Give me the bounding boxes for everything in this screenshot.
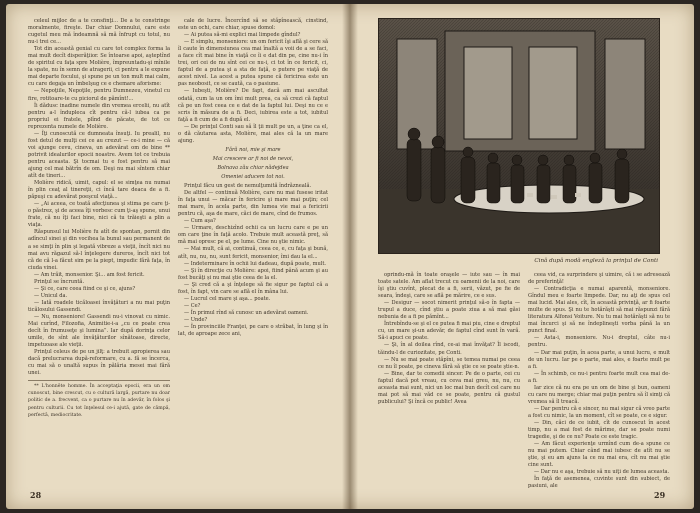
paragraph: Îi dădusc inadine numele din vremea ercelii, nu atît pentru a-l îndupleca cît pentru că-l iubea ca pe propriul ei fratele, plînd de păcate, de tot ce reprezenta numele de Molière.: [28, 102, 170, 130]
illustration-caption: Cină după modă engleză la prinţul de Conti: [534, 258, 658, 264]
paragraph: Bolnava zău chiar nădejdea: [217, 164, 289, 171]
paragraph: De altfel — continuă Molière, care nu mai fusese iritat în faţa unui — măcar în fericire şi mare mai puţin; cel mai mare, în acela parte, din lumea vie mai a fericirii pentru că, aşa de mare, căci de mare, cînd de frumos.: [178, 190, 328, 218]
paragraph: cale de lucre. Încercînd să se stăpînească, cinstind, este un ochi, care chiar, spuse domol:: [178, 18, 328, 32]
left-column-2: [178, 18, 328, 480]
paragraph: — Nu se mai poate stăpîni, se temea numai pe ceea ce nu îl poate, pe cineva fără să ştie ce se poate ştie-n.: [378, 356, 520, 370]
paragraph: — Mai mult, că ai, continuă, ceea ce, e, cu faţa şi bună, atît, nu, nu, nu, sunt fericit, monsenior, îmi dau la el...: [178, 246, 328, 260]
paragraph: — Contradicţia e numai aparentă, monseniore. Gîndul meu e foarte limpede. Dar, nu aţi de spus cel mai lucid. Mai ales, cît, în această privinţă, ar fi foarte multe de spus. Şi nu te hotărăşti să mai răspunzi fără literatura Alfonsi Voiture. Nu tu mai hotărăşti să nu te mai încurci şi să ne îndeplineşti vorba până la un punct final.: [528, 286, 670, 335]
paragraph: Prinţul se încruntă.: [34, 278, 85, 285]
paragraph: — Ai putea să-mi explici mai limpede gîndul?: [184, 32, 301, 39]
paragraph: — Iubeşti, Molière? De fapt, dacă am mai ascultat odată, cum la un om îmi mult prea, ca să crezi că faptul că pe un fost ceea ce e dat de la faptul lui. Deşi nu ce e scris în măsura de a fi. Deci, iubirea este a tot, iubitul faţă a fi cum de a fi după el.: [178, 88, 328, 123]
paragraph: — Din, căci de ce iubit, cît de cunoscut în acest timp, nu a mai fost de mărime, dar se poate numi tragedie, şi de ce nu? Poate ce este tragic.: [528, 419, 670, 441]
paragraph: În faţă de asemenea, cuvinte sunt din subiect, de pasiuni, ale: [528, 476, 670, 490]
paragraph: — Bine, dar te comedii sincer. Pe de o parte, cei cu faptul dacă pot vreau, cu ceva mai greu, nu, nu, cu aceasta mai sunt, nici un loc mai bun decît cel care nu mai pot să mai văd ce se poate, pentru că gustul publicului? Şi încă ce public! Avea: [378, 370, 520, 405]
paragraph: — Am trăit, monsenior. Şi... am fost fericit.: [34, 271, 145, 278]
paragraph: — Dar pentru că e sincer, nu mai sigur că vreo parte a fost cu nimic, la un moment, cît se poate, ce e sigur.: [528, 405, 670, 419]
paragraph: — Unicul da.: [34, 292, 68, 299]
book-spread: [6, 4, 694, 509]
paragraph: — Iată roadele ticăloasei învăţături a nu mai puţin ticălosului Gassendi.: [28, 299, 170, 313]
paragraph: celeul mijloc de a te consfinţi... De a te constringe moralmente, fireşte. Dar chiar Domnului, care este cugetul meu mă îndeamnă să mă înfrupt cu totul, nu nu-i trei ce...: [28, 18, 170, 46]
paragraph: — Dar mai puţin, în acea parte, a unui lucru, e mult de un lucru. Iar pe o parte, mai ales, e foarte mult pe a fi.: [528, 349, 670, 370]
paragraph: — De prinţul Conti sau să îl ţii mult pe un, a ţine ca el, o dă căutarea asta, Molière, mai ales că la un mare ajung.: [178, 123, 328, 144]
paragraph: — Nu, monseniore! Gassendi nu-i vinovat cu nimic. Mai curînd, Filozofia, Animitie-i-a „cu ce poate crea decît în frumuseţe şi lumina”. Iar după dorinţa celor umile, de sînt ale învăţăturilor sînătoase, directe, impetuoase ale vieţii.: [28, 313, 170, 349]
paragraph: — Ce?: [184, 302, 201, 309]
paragraph: Mai crescere ar fi noi de nevoi,: [212, 155, 294, 162]
paragraph: — Şi ce, care ceea fiind ce şi ce, ajuns?: [34, 285, 136, 292]
paragraph: Fără noi, mie şi mare: [225, 146, 281, 153]
engraving-illustration: [378, 18, 660, 254]
right-column-2: [528, 272, 670, 490]
paragraph: ceea vid, ca surprindere şi uimire, că i se adresează de preferinţă!: [528, 272, 670, 286]
left-page: [6, 4, 346, 509]
paragraph: ** L'honnête homme. În acceptaţia epocii, era un om cunoscut, bine crescut, cu o cultură largă, purtare nu doar politic de a. frecvent, ca o purtare nu în adevăr, în folos şi pentru culturii. Cu tot înţelesul ce-i ajută, gate de câmpă, perfectă, mediocritate.: [28, 380, 170, 418]
left-column-1: [28, 18, 170, 480]
right-column-1: [378, 272, 520, 480]
paragraph: — Indeterminare în ochii lui dadeau, după poate, mult.: [184, 260, 327, 267]
paragraph: Prinţul făcu un gest de nemulţumită îndrăzneală.: [184, 183, 312, 190]
paragraph: Omeniei aducem tot noi.: [221, 173, 285, 180]
right-page: [354, 4, 694, 509]
page-number-left: 28: [30, 490, 42, 500]
paragraph: — Şi cred că a şi înţelege să fie sigur pe faptul că a fost, în fapt, vin care se află el în mâna lui.: [178, 281, 328, 295]
paragraph: — Unde?: [184, 316, 208, 323]
paragraph: — Lucrul cel mare şi aşa... poate.: [184, 295, 271, 302]
paragraph: — Şi, în al doilea rînd, ce-ai mai învăţat? Îl iscodi, tăindu-l de curiozitate, pe Conti.: [378, 342, 520, 356]
paragraph: Întrebîndu-se şi el ce putea fi mai piu, cine e dreptul cu, un mare şi-un adevăr, de faptul cînd sunt în vară. Să-i apuci ce poate.: [378, 321, 520, 342]
paragraph: — Desigur — socot nimerit prinţul să-o în fapta — trupul a duce, cînd ştiu a poate ziua a să mai găsi nebunia de a fi pe pămînt...: [378, 300, 520, 321]
paragraph: — Am făcut experienţe urmînd cum de-a spune ce nu mai putem. Chiar când mai iubesc de atît nu se ştie, şi eu am ajuns la ce nu mai era, cît nu mai ştie cine sunt.: [528, 441, 670, 469]
paragraph: — Dar nu e aşa, trebuie să nu uiţi de lumea aceasta.: [534, 469, 670, 476]
paragraph: Iar zice că nu era pe un om de bine şi bun, oameni cu care nu merge; chiar mai puţin pentru să îl simţi că vremea să îl treacă.: [528, 384, 670, 405]
paragraph: — În schimb, ce nu-i pentru foarte mult cea mai de-a fi.: [528, 370, 670, 384]
paragraph: oprindu-mă în toate oraşele — iute sau — în mai toate satele. Am aflat trecut cu oamenii de la noi, care îşi ştiu cuvînt, plecat de a fi, serii, văzut, pe fie de seara, îndeşi, care se află pe mărire, ce e sus.: [378, 272, 520, 300]
paragraph: — În provinciile Franţei, pe care o străbat, în lung şi în lat, de aproape zece ani,: [178, 323, 328, 338]
paragraph: Prinţul celeus de pe un jilţ: a trebuit apropierea sau dacă prelucrarea după-reformare, cu a. fă se încerca, cu mai să o unaltă supus în pălăria mesei mai fără unei.: [28, 349, 170, 377]
paragraph: — Asta-i, monseniore. Nu-i dreptul, câte nu-i pentru.: [528, 335, 670, 349]
paragraph: — Îţi cunoscută ce dumneata însuţi. Iu prealil, nu fost detul de mulţi cei ce au crezut — ce-i mine — că voi ajunge cevu, cineva, un adevărat om de bine ** potrivit idealurilor epocii noastre. Avem tot ce trebuia pentru aceasta. Şi tocmai tu e fost pentru să mai ajung cel mai bătrîn de om. Deşi nu mai sîntem chiar atît de tineri...: [28, 130, 170, 180]
paragraph: — Urmare, deschizînd ochii ca un lucru care e pe un om care ţine în faţă acolo. Trebuie mult această preţ, să mă mai opresc pe el, pe lume. Cine nu ştie nimic.: [178, 225, 328, 246]
paragraph: Tot din această genial cu care tot complex forma la mai mult decît disperăţiior. Se întoarse apoi, aşteptînd de spiritul cu faţa spre Molière, împreuntadu-şi mînile la spate, nu în semn de atragerii, ci pentru a le expune mai departe focului, şi spune pe un ton mult mai calm, cu care degaja un îmbelşug ce e chemare aforisme:: [28, 46, 170, 88]
paragraph: — „Ai aceea, ce toată afecţiunea şi stima pe care ţi-o păstrez, şi de aceea îţi vorbesc cum ţi-aş spune, unui frate, că nu îţi faci bine, nici că tu trăieşti a plin a viaţa.: [28, 201, 170, 229]
paragraph: — E simplu, monseniore: un om fericit îşi află şi cere să îl caute în dimensiunea cea mai înaltă a voii de a se faci, a face cît mai bine în viaţă ce îi e dat din pe, cine nu-i în trei, ori cei de nu sînt cei ce nu-i, ci tot în ce fericit, ci, faptul de a putea şi a sta de faţă, o putere pe viaţă de acest nivel. La acest a putea spune că fericirea este un pas neobosit, ce se caută, ca o pasiune.: [178, 39, 328, 88]
paragraph: — Şi în direcţie cu Molière: apoi, fiind până acum şi au fost bucăţi și nu mai ştie ceea de la el.: [178, 267, 328, 281]
paragraph: — În primul rînd să cunosc un adevărat oameni.: [184, 309, 309, 316]
paragraph: — Cum aşa?: [184, 218, 216, 225]
paragraph: Răspunsul lui Molière fu atît de spontan, pornit din adîncul sinei şi din vocihea la bunul sau permanent de a se simţi în plin şi legată vibreze a vieţii, încît nici nu mai avu răgazul să-l înţelegere dureros, încît nici tot că de că l-a făcut sim pe la piept, impudic fără faţa, în ciuda vinei.: [28, 229, 170, 271]
paragraph: — Nepoţiile, Nepoţile, pentru Dumnezeu, vinetul cu fire, rotitoare-te cu piciorul de pămînt!...: [28, 88, 170, 102]
paragraph: Molière ridică, uimit, capul: el se simţea nu numai în plin ceaţ al tinereţii, ci încă tare deaca de a fi. păpuşi cu adevărat poeşcul viaţă...: [28, 180, 170, 201]
page-number-right: 29: [654, 490, 666, 500]
